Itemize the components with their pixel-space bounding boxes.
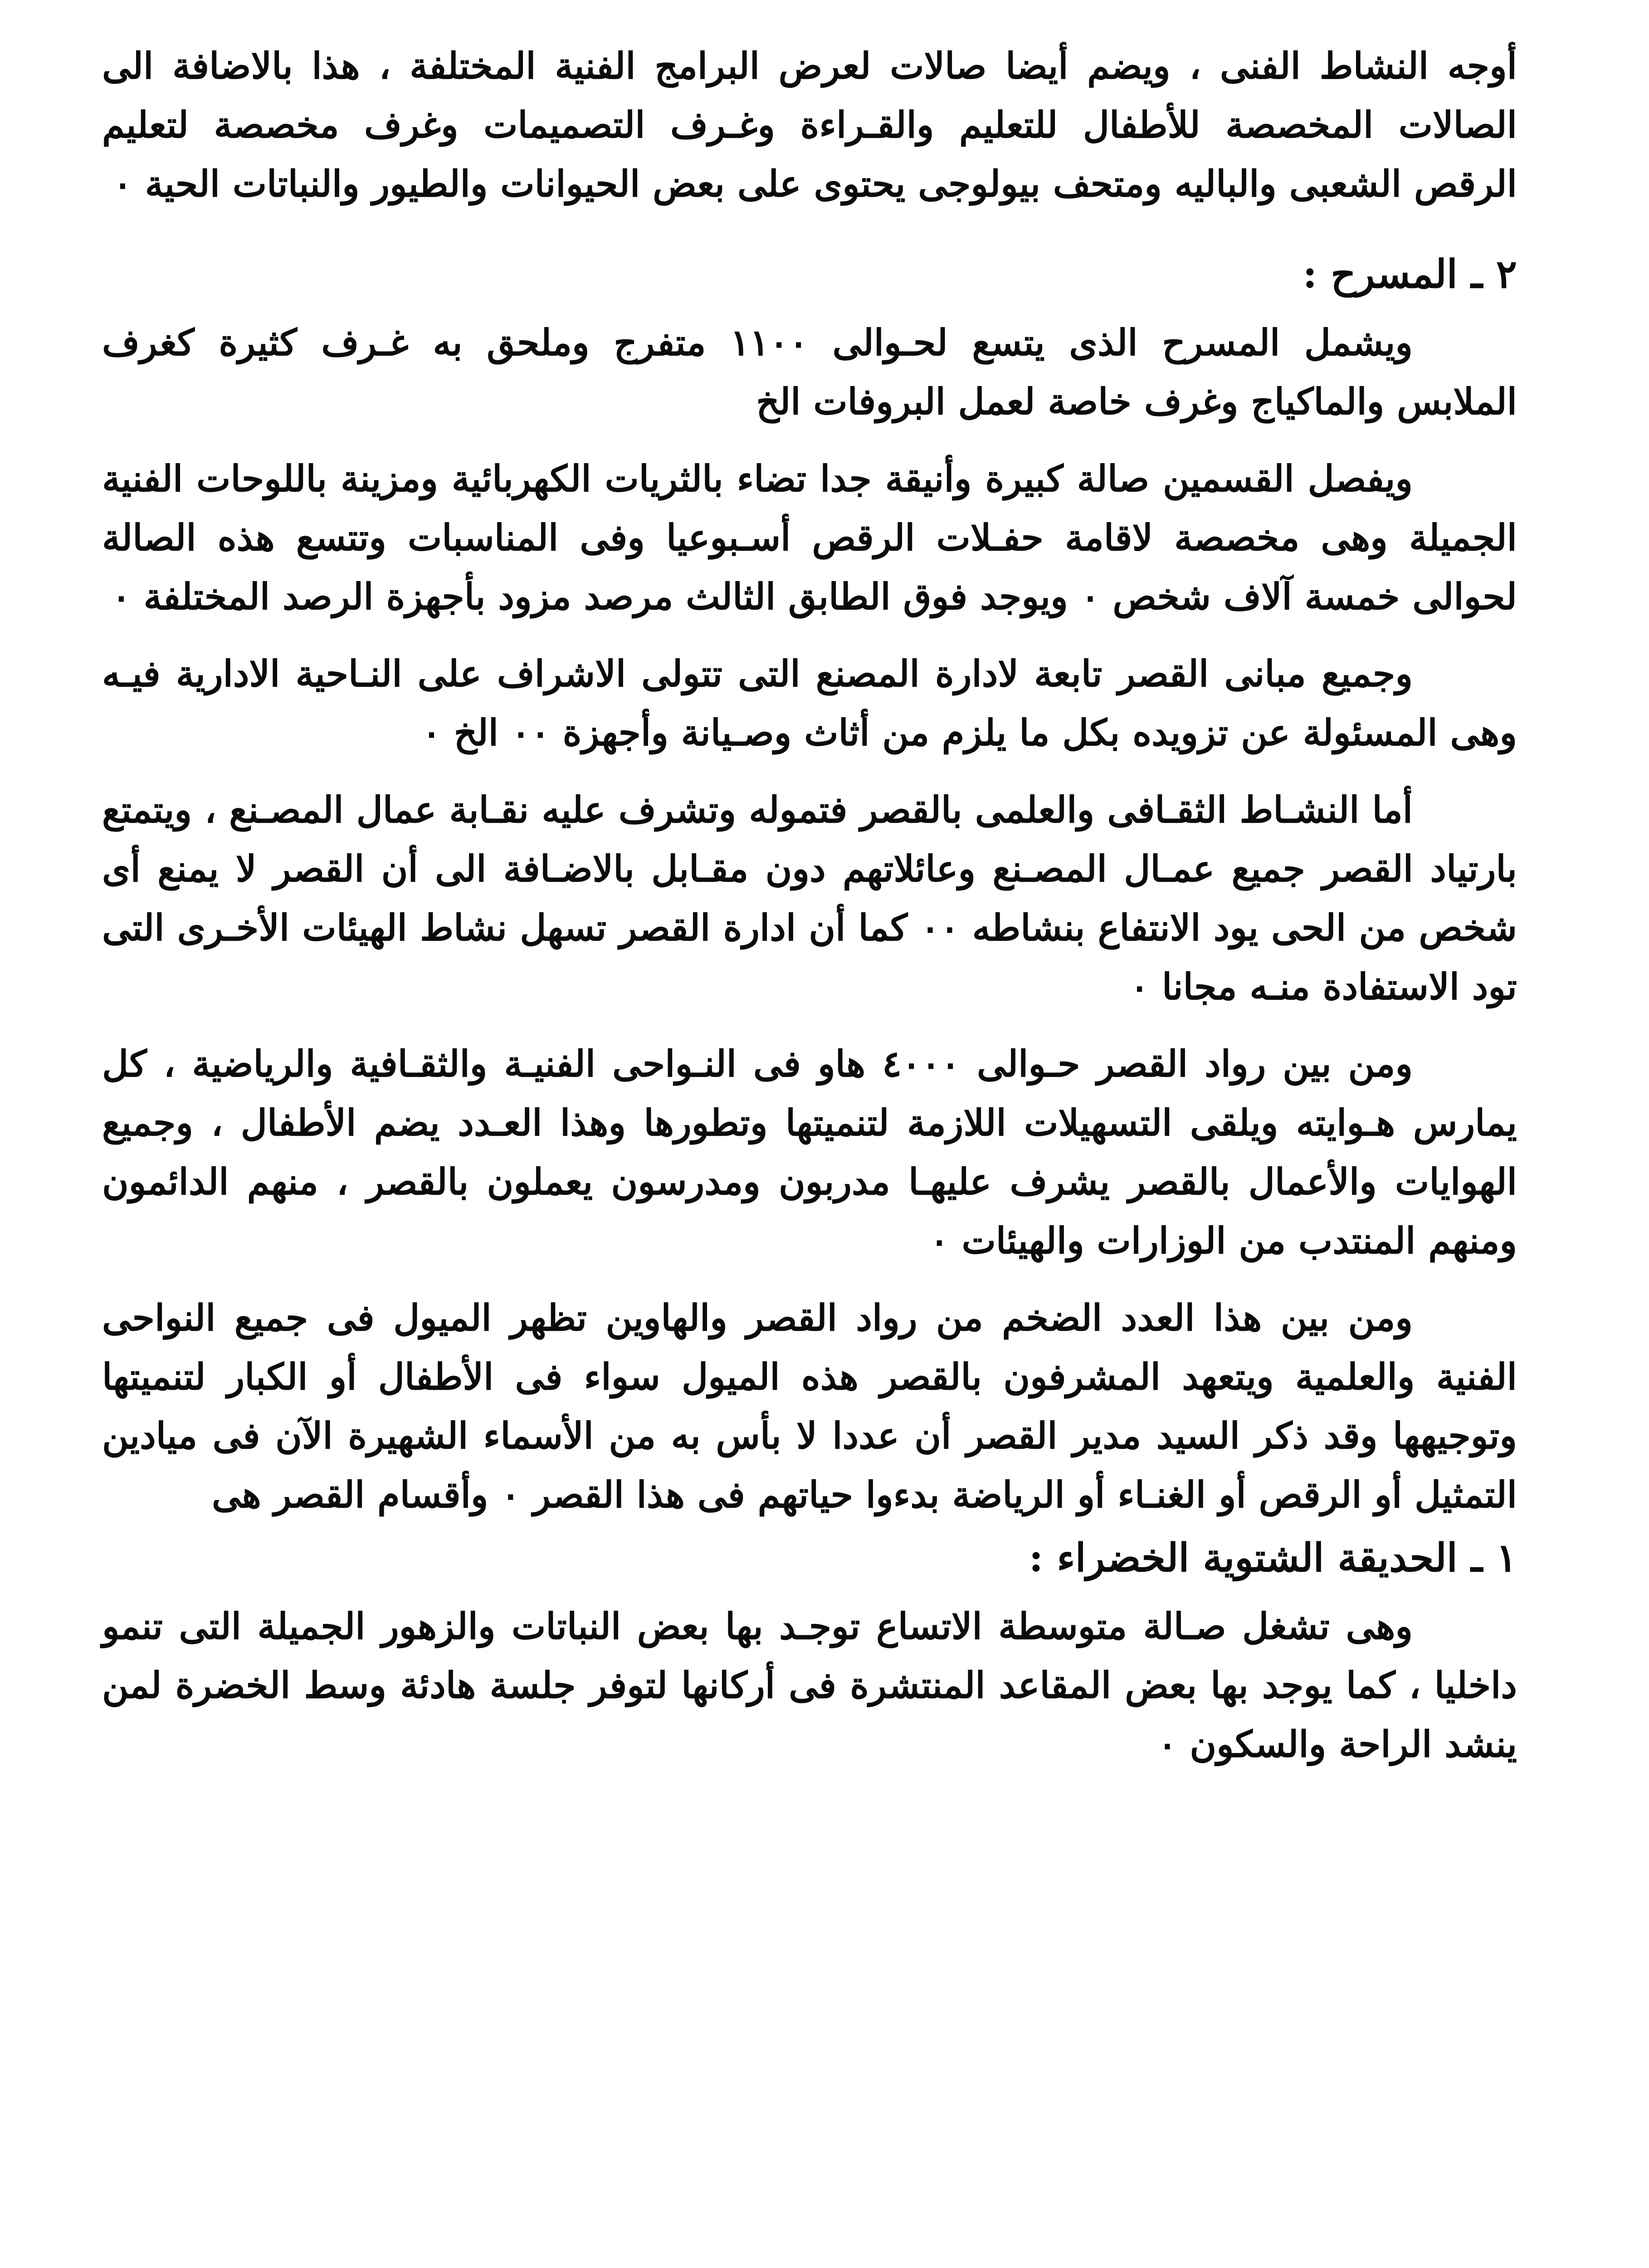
body-text [102,36,1517,1774]
paragraph-cultural-activity: أما النشـاط الثقـافى والعلمى بالقصر فتموله وتشرف عليه نقـابة عمال المصـنع ، ويتمتع بارتياد القصر جميع عمـال المصـنع وعائلاتهم دون مقـابل بالاضـافة الى أن القصر لا يمنع أى شخص من الحى يود الانتفاع بنشاطه ٠٠ كما أن ادارة القصر تسهل نشاط الهيئات الأخـرى التى تود الاستفادة منـه مجانا ٠ [102,788,1517,1008]
paragraph-buildings: وجميع مبانى القصر تابعة لادارة المصنع التى تتولى الاشراف على النـاحية الادارية فيـه وهى المسئولة عن تزويده بكل ما يلزم من أثاث وصـيانة وأجهزة ٠٠ الخ ٠ [102,652,1517,754]
paragraph-talents: ومن بين هذا العدد الضخم من رواد القصر والهاوين تظهر الميول فى جميع النواحى الفنية والعلمية ويتعهد المشرفون بالقصر هذه الميول سواء فى الأطفال أو الكبار لتنميتها وتوجيهها وقد ذكر السيد مدير القصر أن عددا لا بأس به من الأسماء الشهيرة الآن فى ميادين التمثيل أو الرقص أو الغنـاء أو الرياضة بدءوا حياتهم فى هذا القصر ٠ وأقسام القصر هى [102,1296,1517,1516]
paragraph-hall: ويفصل القسمين صالة كبيرة وأنيقة جدا تضاء بالثريات الكهربائية ومزينة باللوحات الفنية الجميلة وهى مخصصة لاقامة حفـلات الرقص أسـبوعيا وفى المناسبات وتتسع هذه الصالة لحوالى خمسة آلاف شخص ٠ ويوجد فوق الطابق الثالث مرصد مزود بأجهزة الرصد المختلفة ٠ [102,457,1517,618]
paragraph-theater: ويشمل المسرح الذى يتسع لحـوالى ١١٠٠ متفرج وملحق به غـرف كثيرة كغرف الملابس والماكياج وغرف خاصة لعمل البروفات الخ [102,321,1517,423]
paragraph-winter-garden: وهى تشغل صـالة متوسطة الاتساع توجـد بها بعض النباتات والزهور الجميلة التى تنمو داخليا ، كما يوجد بها بعض المقاعد المنتشرة فى أركانها لتوفر جلسة هادئة وسط الخضرة لمن ينشد الراحة والسكون ٠ [102,1605,1517,1765]
section-heading-theater: ٢ ـ المسرح : [1303,251,1517,297]
paragraph-intro: أوجه النشاط الفنى ، ويضم أيضا صالات لعرض البرامج الفنية المختلفة ، هذا بالاضافة الى الصالات المخصصة للأطفال للتعليم والقـراءة وغـرف التصميمات وغرف مخصصة لتعليم الرقص الشعبى والباليه ومتحف بيولوجى يحتوى على بعض الحيوانات والطيور والنباتات الحية ٠ [102,44,1517,205]
paragraph-visitors: ومن بين رواد القصر حـوالى ٤٠٠٠ هاو فى النـواحى الفنيـة والثقـافية والرياضية ، كل يمارس هـوايته ويلقى التسهيلات اللازمة لتنميتها وتطورها وهذا العـدد يضم الأطفال ، وجميع الهوايات والأعمال بالقصر يشرف عليهـا مدربون ومدرسون يعملون بالقصر ، منهم الدائمون ومنهم المنتدب من الوزارات والهيئات ٠ [102,1042,1517,1262]
section-heading-winter-garden: ١ ـ الحديقة الشتوية الخضراء : [1029,1535,1517,1581]
